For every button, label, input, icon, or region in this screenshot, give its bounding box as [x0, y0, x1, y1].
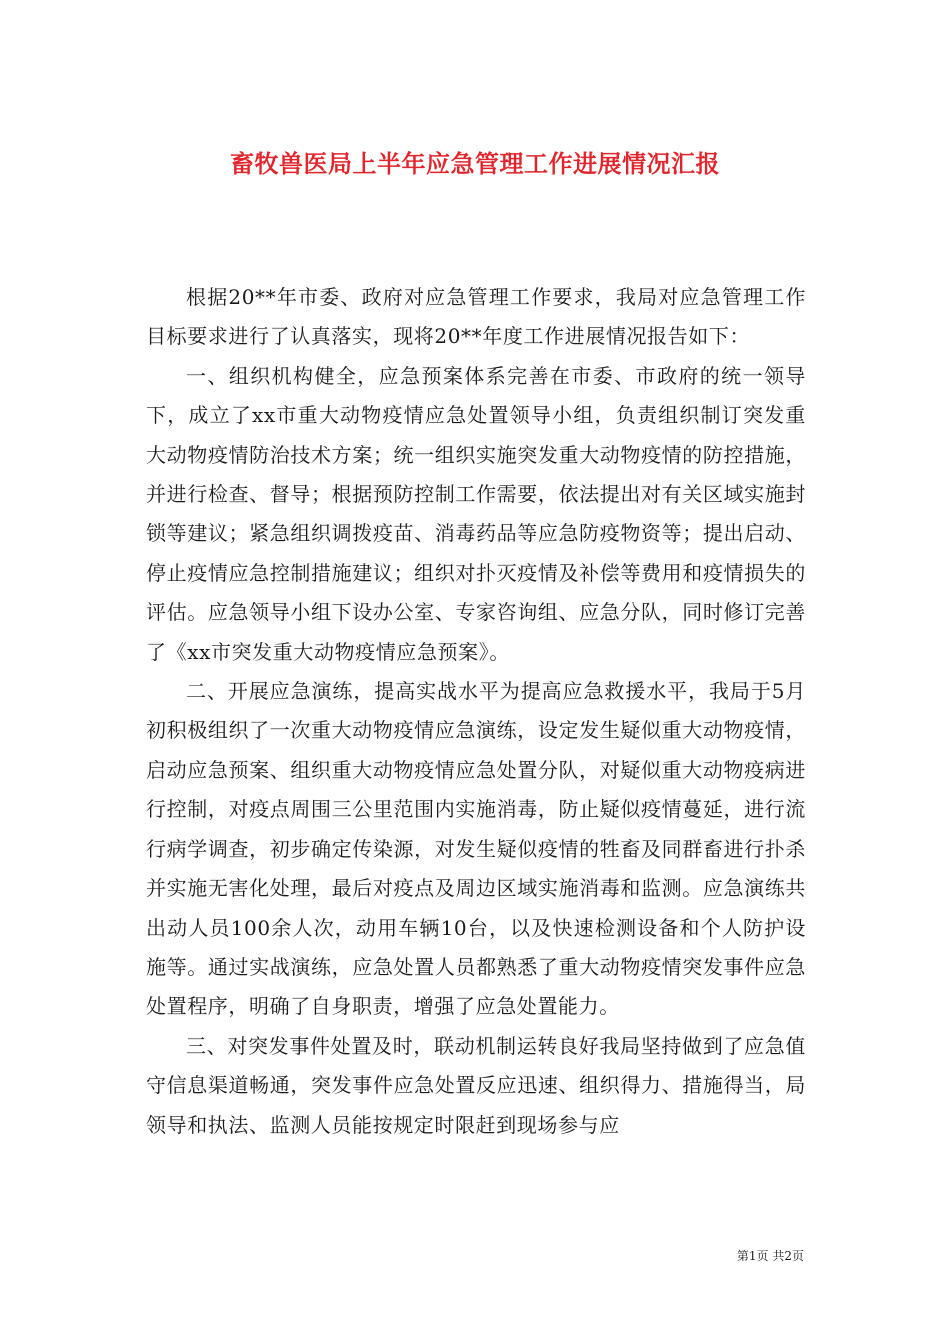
paragraph-section-1: 一、组织机构健全，应急预案体系完善在市委、市政府的统一领导下，成立了xx市重大动物疫情应急处置领导小组，负责组织制订突发重大动物疫情防治技术方案；统一组织实施突发重大动物疫情的防控措施，并进行检查、督导；根据预防控制工作需要，依法提出对有关区域实施封锁等建议；紧急组织调拨疫苗、消毒药品等应急防疫物资等；提出启动、停止疫情应急控制措施建议；组织对扑灭疫情及补偿等费用和疫情损失的评估。应急领导小组下设办公室、专家咨询组、应急分队，同时修订完善了《xx市突发重大动物疫情应急预案》。: [146, 363, 806, 664]
document-body: [146, 278, 806, 1145]
page-number: 第1页 共2页: [736, 1249, 804, 1263]
paragraph-section-3: 三、对突发事件处置及时，联动机制运转良好我局坚持做到了应急值守信息渠道畅通，突发事件应急处置反应迅速、组织得力、措施得当，局领导和执法、监测人员能按规定时限赶到现场参与应: [146, 1033, 806, 1137]
paragraph-intro: 根据20**年市委、政府对应急管理工作要求，我局对应急管理工作目标要求进行了认真落实，现将20**年度工作进展情况报告如下：: [146, 285, 806, 349]
document-title: 畜牧兽医局上半年应急管理工作进展情况汇报: [230, 149, 720, 179]
paragraph-section-2: 二、开展应急演练，提高实战水平为提高应急救援水平，我局于5月初积极组织了一次重大动物疫情应急演练，设定发生疑似重大动物疫情，启动应急预案、组织重大动物疫情应急处置分队，对疑似重大动物疫病进行控制，对疫点周围三公里范围内实施消毒，防止疑似疫情蔓延，进行流行病学调查，初步确定传染源，对发生疑似疫情的牲畜及同群畜进行扑杀并实施无害化处理，最后对疫点及周边区域实施消毒和监测。应急演练共出动人员100余人次，动用车辆10台，以及快速检测设备和个人防护设施等。通过实战演练，应急处置人员都熟悉了重大动物疫情突发事件应急处置程序，明确了自身职责，增强了应急处置能力。: [146, 679, 806, 1019]
